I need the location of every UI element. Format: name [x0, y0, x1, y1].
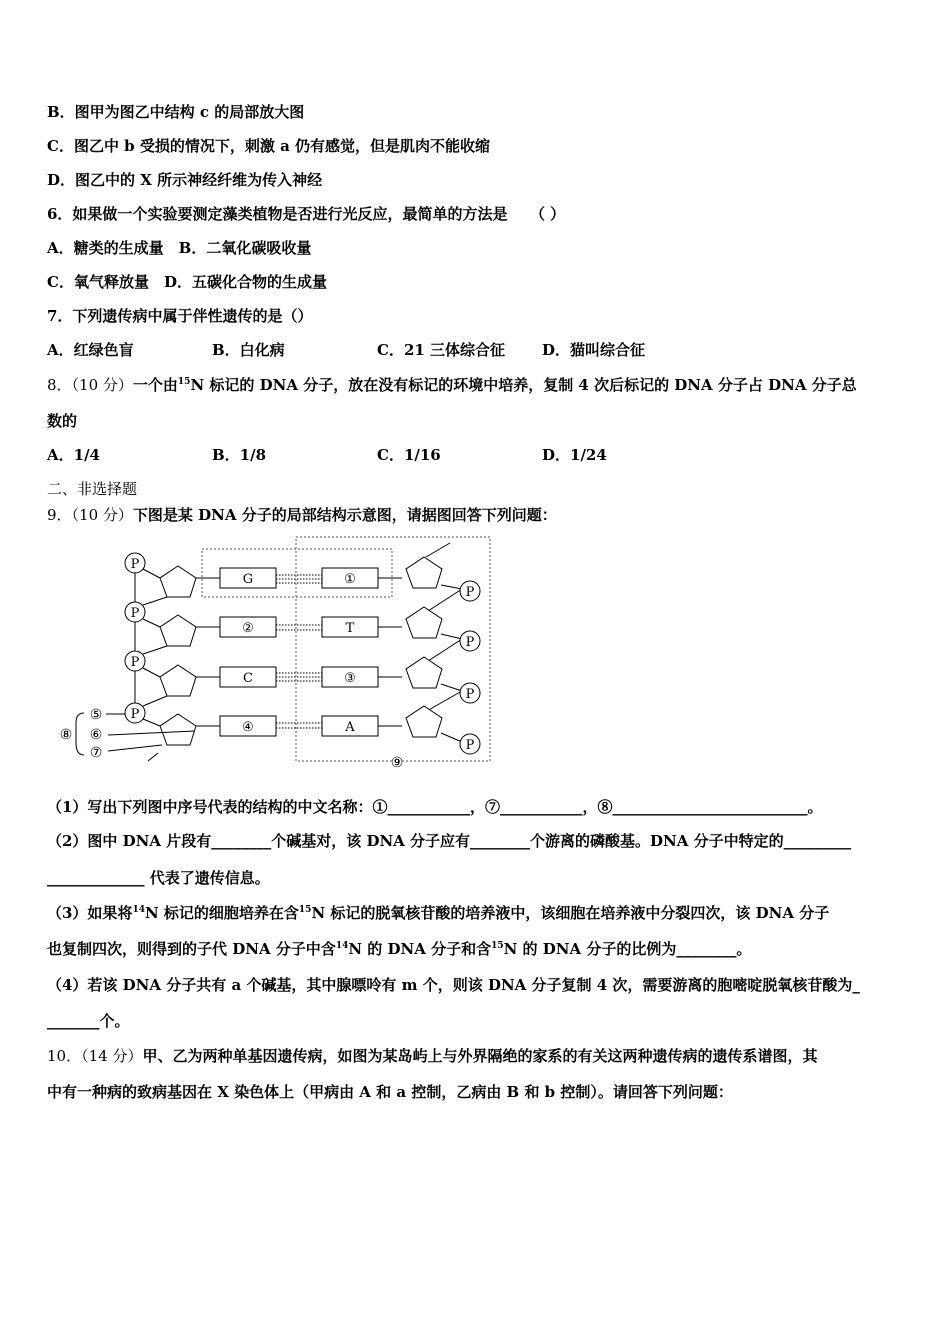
phosphate-label: P [465, 585, 475, 600]
deoxyribose-pentagon [160, 615, 196, 646]
q10-stem-cont: 中有一种病的致病基因在 X 染色体上（甲病由 A 和 a 控制，乙病由 B 和 b 控制）。请回答下列问题： [47, 1083, 733, 1101]
phosphate-label: P [130, 606, 140, 621]
q9-sub4-line2: _______个。 [47, 1012, 130, 1030]
label-8: ⑧ [59, 727, 73, 743]
deoxyribose-pentagon [160, 714, 196, 745]
deoxyribose-pentagon [406, 657, 442, 688]
label-5: ⑤ [89, 707, 103, 723]
q9-text: 下图是某 DNA 分子的局部结构示意图，请据图回答下列问题： [132, 506, 557, 524]
q8-option-a: A．1/4 [47, 446, 100, 464]
phosphate-label: P [130, 707, 140, 722]
q8-option-c: C．1/16 [377, 446, 441, 464]
deoxyribose-pentagon [406, 557, 442, 588]
base-label: T [345, 621, 355, 636]
label-6: ⑥ [89, 727, 103, 743]
q8-text: 一个由 [132, 376, 178, 394]
q5-option-b: B．图甲为图乙中结构 c 的局部放大图 [47, 103, 305, 121]
deoxyribose-pentagon [406, 607, 442, 638]
base-label: G [242, 572, 254, 587]
q7-stem: 7．下列遗传病中属于伴性遗传的是（） [47, 307, 313, 325]
bracket-8 [76, 713, 84, 755]
base-label: ② [242, 621, 254, 636]
q10-number: 10．（14 分） [47, 1047, 143, 1065]
phosphate-label: P [465, 635, 475, 650]
phosphate-label: P [465, 738, 475, 753]
phosphate-label: P [130, 655, 140, 670]
q9-sub3-line2 [47, 939, 751, 959]
base-label: ③ [344, 671, 356, 686]
base-label: ④ [242, 720, 254, 735]
superscript-15: 15 [298, 905, 312, 915]
base-label: A [345, 720, 355, 735]
base-label: ① [344, 572, 356, 587]
q5-option-d: D．图乙中的 X 所示神经纤维为传入神经 [47, 171, 323, 189]
section-heading: 二、非选择题 [47, 480, 138, 498]
deoxyribose-pentagon [406, 706, 442, 737]
phosphate-label: P [465, 687, 475, 702]
q8-stem [47, 375, 857, 395]
q9-sub3-text: N 的 DNA 分子的比例为________。 [503, 940, 752, 958]
q9-sub3-line1 [47, 903, 829, 923]
q10-stem [47, 1046, 817, 1066]
q9-number: 9．（10 分） [47, 506, 133, 524]
dna-structure-diagram [50, 533, 500, 773]
superscript-14: 14 [132, 905, 145, 915]
q8-superscript: 15 [177, 377, 191, 387]
superscript-14: 14 [335, 941, 349, 951]
base-label: C [243, 671, 253, 686]
q9-sub2-line1: （2）图中 DNA 片段有________个碱基对，该 DNA 分子应有________个游离的磷酸基。DNA 分子中特定的_________ [47, 832, 852, 850]
q7-option-a: A．红绿色盲 [47, 341, 134, 359]
q6-options-row1: A．糖类的生成量 B．二氧化碳吸收量 [47, 239, 312, 257]
q9-sub1: （1）写出下列图中序号代表的结构的中文名称：①___________，⑦___________，⑧__________________________。 [47, 798, 823, 816]
q9-sub3-text: 也复制四次，则得到的子代 DNA 分子中含 [47, 940, 336, 958]
q7-option-d: D．猫叫综合征 [542, 341, 646, 359]
q8-option-b: B．1/8 [212, 446, 267, 464]
q9-sub2-line2: _____________ 代表了遗传信息。 [47, 869, 270, 887]
label-7: ⑦ [89, 745, 103, 761]
q5-option-c: C．图乙中 b 受损的情况下，刺激 a 仍有感觉，但是肌肉不能收缩 [47, 137, 491, 155]
q8-number: 8．（10 分） [47, 376, 133, 394]
q9-sub3-text: N 的 DNA 分子和含 [348, 940, 492, 958]
q7-option-b: B．白化病 [212, 341, 285, 359]
q9-stem [47, 505, 557, 525]
superscript-15: 15 [491, 941, 504, 951]
q9-sub3-text: （3）如果将 [47, 904, 133, 922]
q10-text: 甲、乙为两种单基因遗传病，如图为某岛屿上与外界隔绝的家系的有关这两种遗传病的遗传系谱图，其 [142, 1047, 818, 1065]
label-9: ⑨ [390, 755, 404, 771]
q8-stem-cont: 数的 [47, 412, 78, 430]
q9-sub3-text: N 标记的脱氧核苷酸的培养液中，该细胞在培养液中分裂四次，该 DNA 分子 [311, 904, 830, 922]
q6-stem: 6．如果做一个实验要测定藻类植物是否进行光反应，最简单的方法是 （ ） [47, 205, 566, 223]
deoxyribose-pentagon [160, 566, 196, 597]
q8-text-rest: N 标记的 DNA 分子，放在没有标记的环境中培养，复制 4 次后标记的 DNA 分子占 DNA 分子总 [190, 376, 857, 394]
q8-options [47, 445, 607, 465]
q6-options-row2: C．氧气释放量 D．五碳化合物的生成量 [47, 273, 327, 291]
q9-sub3-text: N 标记的细胞培养在含 [144, 904, 299, 922]
phosphate-label: P [130, 557, 140, 572]
q7-option-c: C．21 三体综合征 [377, 341, 506, 359]
q9-sub4-line1: （4）若该 DNA 分子共有 a 个碱基，其中腺嘌呤有 m 个，则该 DNA 分子复制 4 次，需要游离的胞嘧啶脱氧核苷酸为_ [47, 976, 860, 994]
deoxyribose-pentagon [160, 665, 196, 696]
q8-option-d: D．1/24 [542, 446, 607, 464]
q7-options [47, 340, 645, 360]
